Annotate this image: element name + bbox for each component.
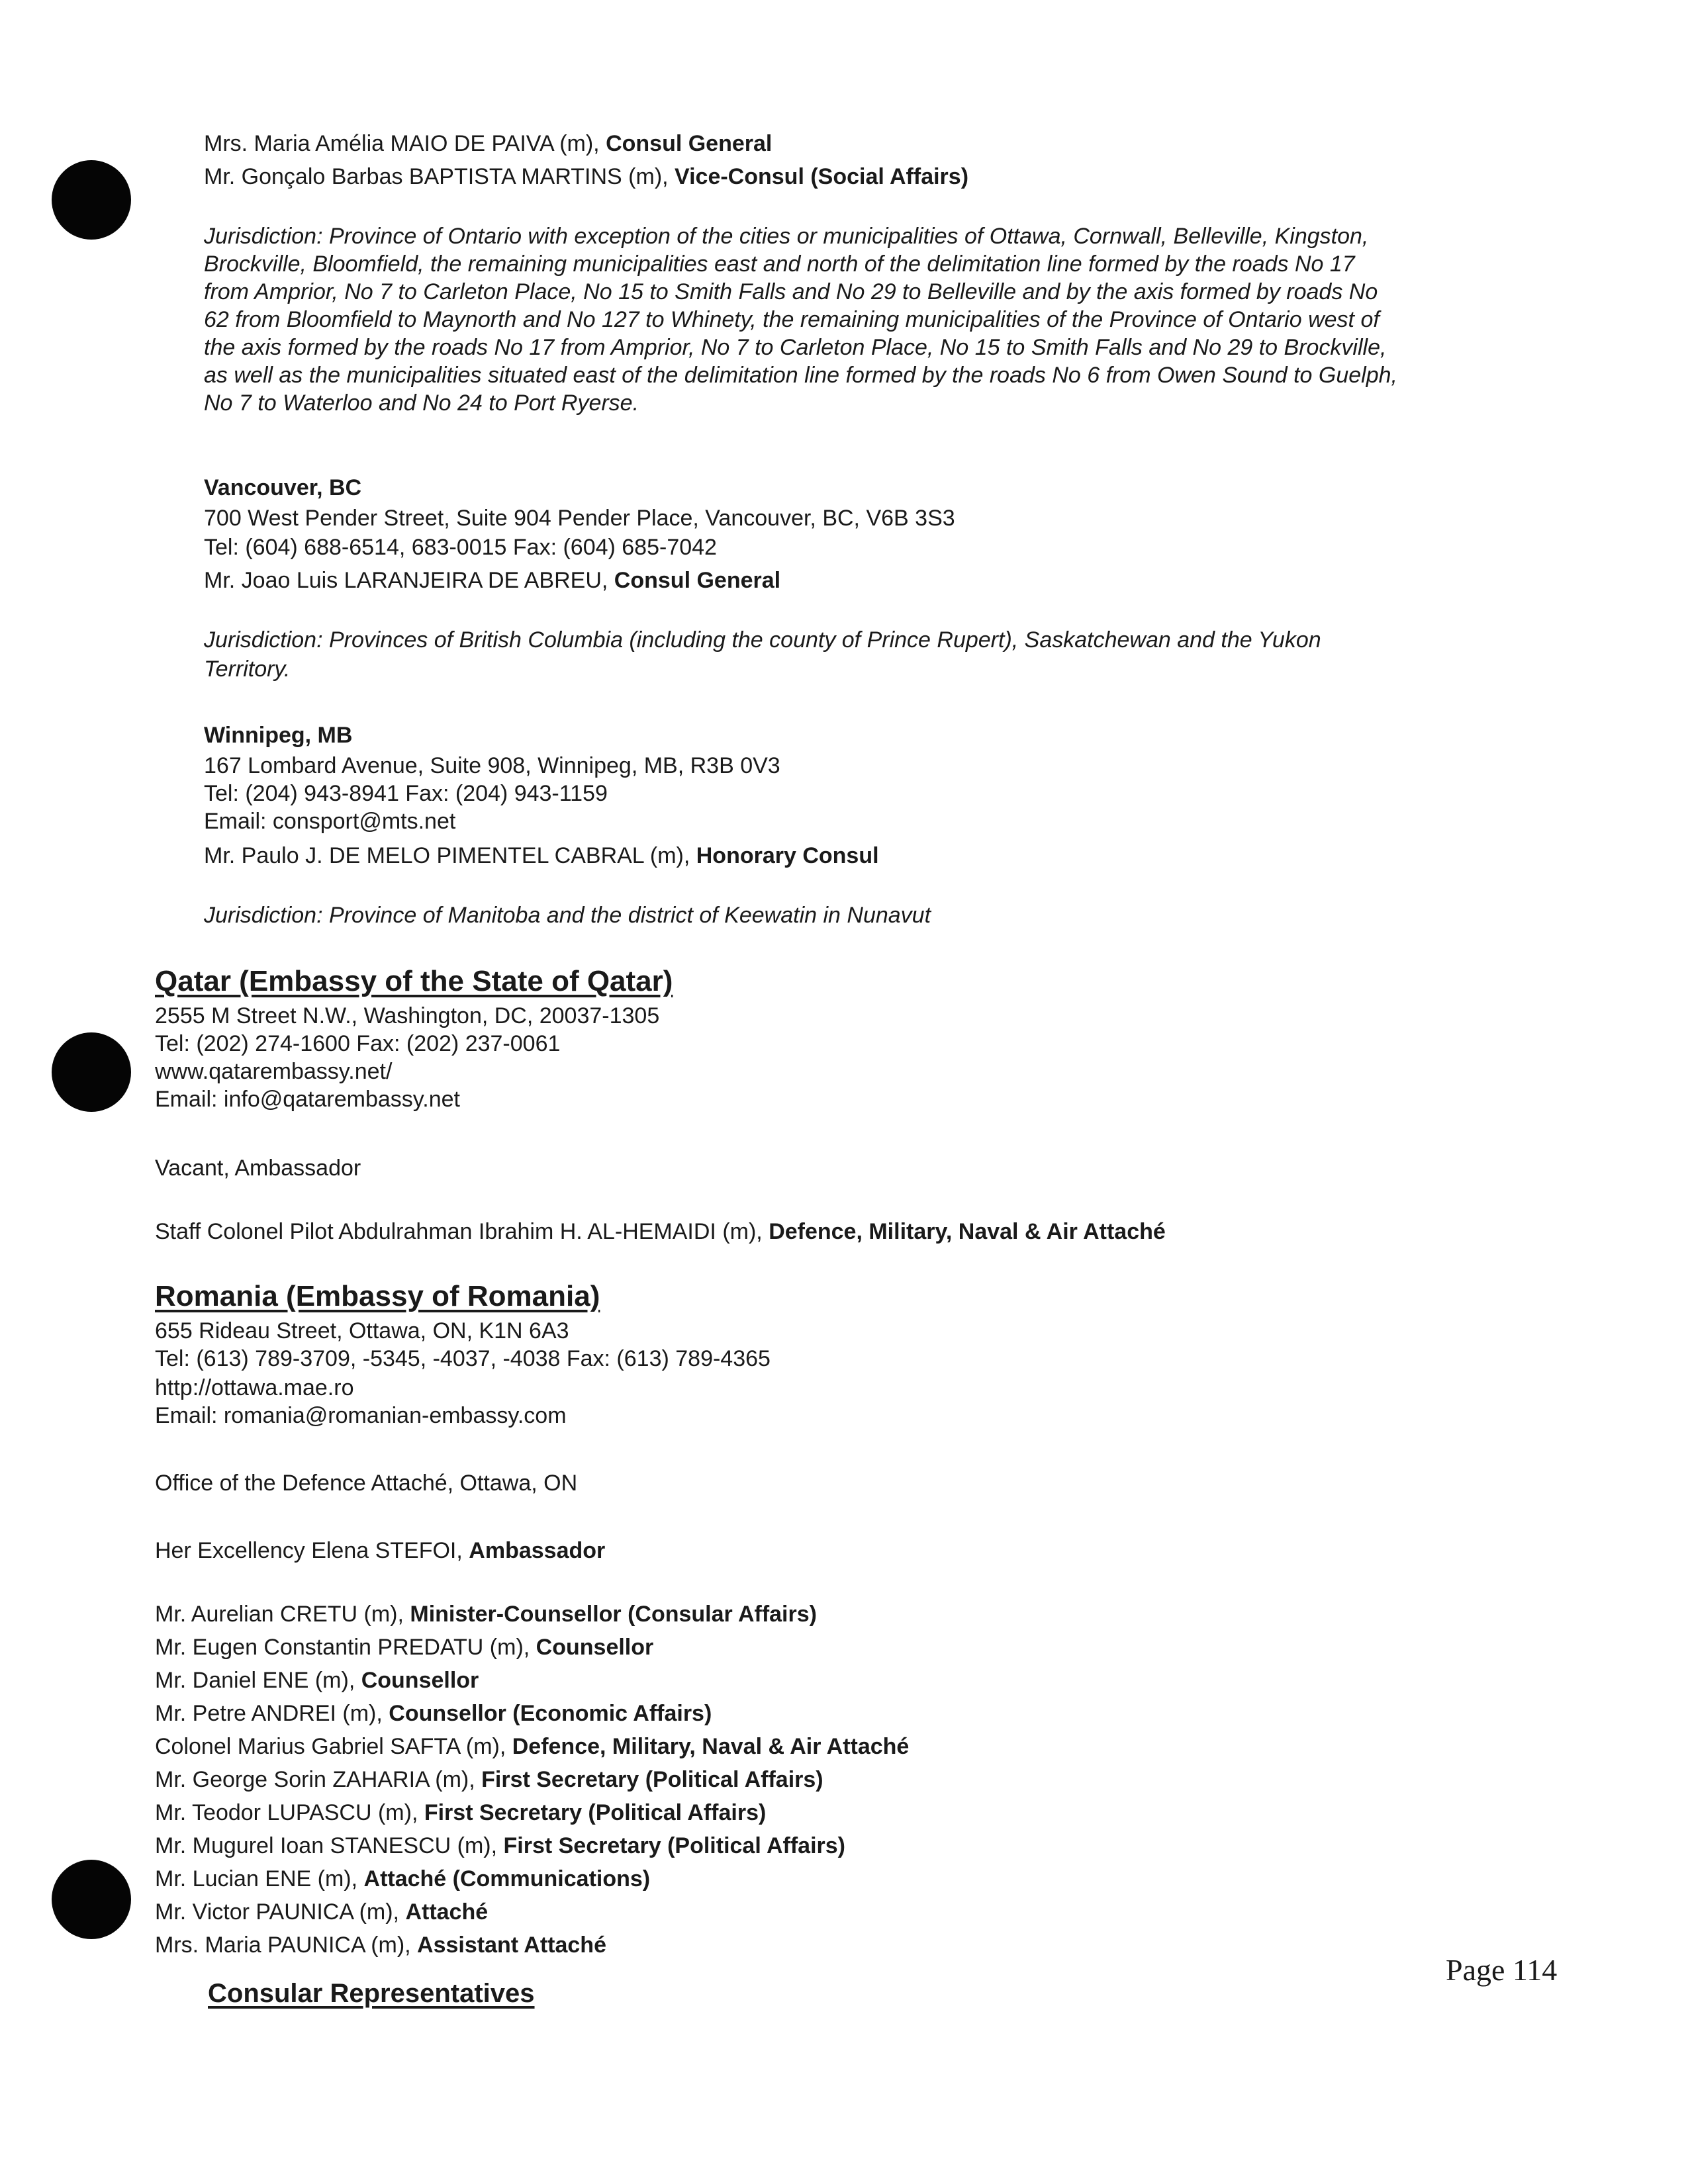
jurisdiction-line: the axis formed by the roads No 17 from Amprior, No 7 to Carleton Place, No 15 to Smith Falls and No 29 to Brockville,	[204, 335, 1387, 360]
staff-line	[204, 842, 879, 870]
consulate-city: Winnipeg, MB	[204, 723, 353, 748]
staff-title: Consul General	[614, 568, 781, 593]
staff-title: Minister-Counsellor (Consular Affairs)	[410, 1602, 817, 1627]
jurisdiction-text: Province of Manitoba and the district of Keewatin in Nunavut	[322, 903, 931, 928]
staff-line	[155, 1865, 650, 1893]
embassy-address: 2555 M Street N.W., Washington, DC, 20037-1305	[155, 1003, 660, 1028]
consulate-email: Email: consport@mts.net	[204, 809, 456, 834]
staff-line	[204, 567, 780, 594]
consular-representatives-heading: Consular Representatives	[208, 1979, 535, 2008]
embassy-email: Email: romania@romanian-embassy.com	[155, 1403, 567, 1428]
staff-title: Counsellor	[361, 1668, 479, 1693]
consulate-address: 700 West Pender Street, Suite 904 Pender Place, Vancouver, BC, V6B 3S3	[204, 506, 955, 531]
staff-name: Mr. Daniel ENE (m),	[155, 1668, 361, 1693]
jurisdiction-line	[204, 901, 931, 929]
staff-line	[155, 1898, 488, 1926]
jurisdiction-line: Territory.	[204, 657, 291, 682]
staff-name: Mr. Paulo J. DE MELO PIMENTEL CABRAL (m),	[204, 843, 696, 868]
staff-line	[155, 1931, 606, 1959]
staff-name: Mrs. Maria Amélia MAIO DE PAIVA (m),	[204, 131, 606, 156]
staff-line	[155, 1600, 817, 1628]
staff-name: Mr. Victor PAUNICA (m),	[155, 1899, 406, 1925]
embassy-email: Email: info@qatarembassy.net	[155, 1087, 460, 1112]
staff-line	[155, 1766, 823, 1794]
embassy-website: http://ottawa.mae.ro	[155, 1375, 354, 1400]
consulate-phone: Tel: (604) 688-6514, 683-0015 Fax: (604) 685-7042	[204, 535, 717, 560]
embassy-phone: Tel: (613) 789-3709, -5345, -4037, -4038 Fax: (613) 789-4365	[155, 1346, 771, 1371]
ambassador-title: Ambassador	[469, 1538, 606, 1563]
embassy-address: 655 Rideau Street, Ottawa, ON, K1N 6A3	[155, 1318, 569, 1343]
country-heading-romania: Romania (Embassy of Romania)	[155, 1280, 600, 1312]
country-heading-qatar: Qatar (Embassy of the State of Qatar)	[155, 965, 673, 997]
jurisdiction-line: from Amprior, No 7 to Carleton Place, No 15 to Smith Falls and No 29 to Belleville and by the axis formed by roads No	[204, 279, 1378, 304]
staff-line	[155, 1832, 845, 1860]
consulate-phone: Tel: (204) 943-8941 Fax: (204) 943-1159	[204, 781, 608, 806]
staff-title: First Secretary (Political Affairs)	[481, 1767, 823, 1792]
consulate-city: Vancouver, BC	[204, 475, 362, 500]
staff-line	[155, 1733, 909, 1760]
jurisdiction-label: Jurisdiction:	[204, 627, 323, 653]
staff-line	[155, 1799, 766, 1827]
consulate-address: 167 Lombard Avenue, Suite 908, Winnipeg, MB, R3B 0V3	[204, 753, 780, 778]
embassy-phone: Tel: (202) 274-1600 Fax: (202) 237-0061	[155, 1031, 561, 1056]
staff-name: Mr. George Sorin ZAHARIA (m),	[155, 1767, 482, 1792]
staff-title: First Secretary (Political Affairs)	[503, 1833, 845, 1858]
punch-hole-top	[52, 160, 131, 240]
staff-title: Honorary Consul	[696, 843, 879, 868]
staff-name: Mrs. Maria PAUNICA (m),	[155, 1933, 418, 1958]
staff-name: Mr. Aurelian CRETU (m),	[155, 1602, 410, 1627]
page-number: Page 114	[1446, 1953, 1558, 1987]
staff-name: Mr. Petre ANDREI (m),	[155, 1701, 389, 1726]
staff-name: Mr. Gonçalo Barbas BAPTISTA MARTINS (m),	[204, 164, 675, 189]
ambassador-line: Vacant, Ambassador	[155, 1156, 361, 1181]
staff-title: First Secretary (Political Affairs)	[424, 1800, 767, 1825]
staff-title: Counsellor	[536, 1635, 654, 1660]
jurisdiction-text: Province of Ontario with exception of the cities or municipalities of Ottawa, Cornwall, Belleville, Kingston,	[322, 224, 1369, 249]
jurisdiction-line: as well as the municipalities situated east of the delimitation line formed by the roads No 6 from Owen Sound to Guelph,	[204, 363, 1397, 388]
staff-line	[155, 1700, 712, 1727]
staff-line	[204, 163, 968, 191]
staff-line	[155, 1218, 1166, 1246]
staff-title: Vice-Consul (Social Affairs)	[675, 164, 969, 189]
staff-name: Colonel Marius Gabriel SAFTA (m),	[155, 1734, 512, 1759]
ambassador-line	[155, 1537, 605, 1565]
punch-hole-bottom	[52, 1860, 131, 1939]
staff-name: Staff Colonel Pilot Abdulrahman Ibrahim H. AL-HEMAIDI (m),	[155, 1219, 769, 1244]
staff-title: Consul General	[606, 131, 773, 156]
staff-name: Mr. Teodor LUPASCU (m),	[155, 1800, 424, 1825]
embassy-website: www.qatarembassy.net/	[155, 1059, 393, 1084]
staff-title: Attaché	[405, 1899, 489, 1925]
jurisdiction-line	[204, 626, 1321, 654]
jurisdiction-line: No 7 to Waterloo and No 24 to Port Ryerse.	[204, 390, 639, 416]
jurisdiction-label: Jurisdiction:	[204, 224, 323, 249]
jurisdiction-label: Jurisdiction:	[204, 903, 323, 928]
staff-name: Mr. Joao Luis LARANJEIRA DE ABREU,	[204, 568, 614, 593]
staff-title: Counsellor (Economic Affairs)	[389, 1701, 712, 1726]
staff-title: Attaché (Communications)	[363, 1866, 651, 1891]
staff-name: Mr. Lucian ENE (m),	[155, 1866, 364, 1891]
staff-line	[155, 1633, 653, 1661]
staff-title: Defence, Military, Naval & Air Attaché	[769, 1219, 1166, 1244]
staff-title: Assistant Attaché	[417, 1933, 606, 1958]
staff-name: Mr. Mugurel Ioan STANESCU (m),	[155, 1833, 504, 1858]
jurisdiction-text: Provinces of British Columbia (including the county of Prince Rupert), Saskatchewan and the Yukon	[322, 627, 1321, 653]
defence-office-line: Office of the Defence Attaché, Ottawa, ON	[155, 1471, 578, 1496]
jurisdiction-line	[204, 222, 1368, 250]
staff-name: Mr. Eugen Constantin PREDATU (m),	[155, 1635, 536, 1660]
staff-line	[155, 1666, 479, 1694]
punch-hole-middle	[52, 1032, 131, 1112]
staff-line	[204, 130, 772, 158]
ambassador-name: Her Excellency Elena STEFOI,	[155, 1538, 469, 1563]
staff-title: Defence, Military, Naval & Air Attaché	[512, 1734, 910, 1759]
jurisdiction-line: Brockville, Bloomfield, the remaining municipalities east and north of the delimitation line formed by the roads No 17	[204, 251, 1355, 277]
jurisdiction-line: 62 from Bloomfield to Maynorth and No 127 to Whinety, the remaining municipalities of the Province of Ontario west of	[204, 307, 1380, 332]
